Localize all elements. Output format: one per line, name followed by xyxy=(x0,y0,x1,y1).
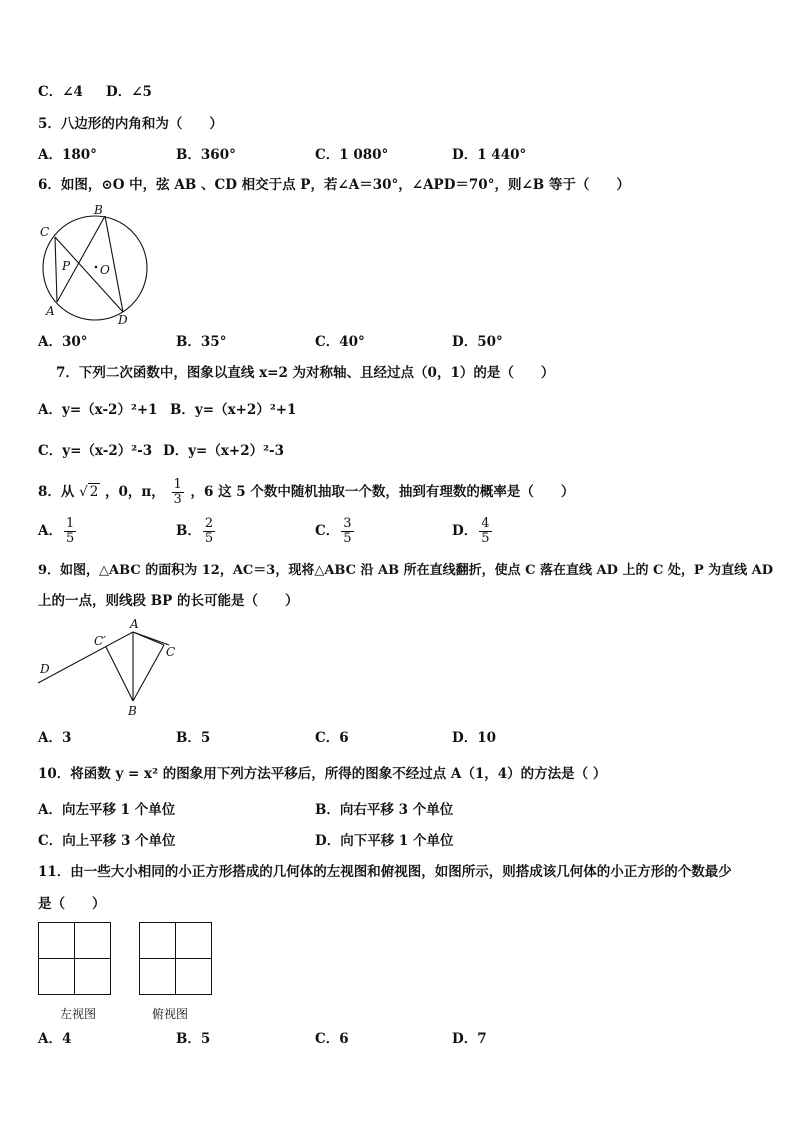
q6-label-b: B xyxy=(94,203,103,217)
q8-b-den: 5 xyxy=(204,531,214,546)
q5-option-b: B．360° xyxy=(176,147,236,163)
q5-stem: 5．八边形的内角和为（ ） xyxy=(38,116,223,132)
q6-label-o: O xyxy=(100,263,110,277)
q8-b-num: 2 xyxy=(204,516,214,531)
q6-circle-figure xyxy=(36,200,156,325)
q6-option-c: C．40° xyxy=(315,334,365,350)
q6-stem: 6．如图，⊙O 中，弦 AB 、CD 相交于点 P，若∠A＝30°，∠APD＝70°，则∠B 等于（ ） xyxy=(38,177,630,193)
q11-option-c: C．6 xyxy=(315,1031,349,1047)
q9-option-a: A．3 xyxy=(38,730,72,746)
q4-option-c: C．∠4 xyxy=(38,84,83,100)
q7-option-a: A．y=（x-2）²+1 xyxy=(38,402,158,418)
q8-stem-mid: ，0，π， xyxy=(105,484,165,500)
q10-option-d: D．向下平移 1 个单位 xyxy=(315,833,454,849)
q11-stem-line2: 是（ ） xyxy=(38,896,106,912)
q6-label-c: C xyxy=(40,225,50,239)
q8-d-num: 4 xyxy=(481,516,490,531)
q8-option-d-frac xyxy=(479,517,491,546)
q9-label-b: B xyxy=(128,704,137,718)
q8-stem xyxy=(38,476,574,508)
q11-left-view-grid xyxy=(38,922,112,996)
q8-d-den: 5 xyxy=(481,531,490,546)
q10-option-a: A．向左平移 1 个单位 xyxy=(38,802,176,818)
q9-label-d: D xyxy=(40,662,50,676)
q9-stem-line2: 上的一点，则线段 BP 的长可能是（ ） xyxy=(38,593,299,609)
q8-option-a-frac xyxy=(64,517,76,546)
q8-sqrt: √ 2 xyxy=(79,484,99,500)
q10-option-b: B．向右平移 3 个单位 xyxy=(315,802,454,818)
q8-c-num: 3 xyxy=(343,516,352,531)
q6-label-d: D xyxy=(118,313,128,327)
q8-sqrt-radicand: 2 xyxy=(89,484,99,500)
q6-option-a: A．30° xyxy=(38,334,88,350)
q9-label-c: C xyxy=(166,645,176,659)
q5-option-a: A．180° xyxy=(38,147,97,163)
q10-stem: 10．将函数 y = x² 的图象用下列方法平移后，所得的图象不经过点 A（1，4）的方法是（ ） xyxy=(38,766,607,782)
q7-option-c: C．y=（x-2）²-3 xyxy=(38,443,153,459)
q8-option-a-label: A． xyxy=(38,523,62,539)
q9-option-b: B．5 xyxy=(176,730,211,746)
q7-option-d: D．y=（x+2）²-3 xyxy=(163,443,285,459)
q11-left-view-caption: 左视图 xyxy=(60,1007,97,1021)
q8-option-c-frac xyxy=(341,517,353,546)
q8-option-c-label: C． xyxy=(315,523,340,539)
q11-top-view-caption: 俯视图 xyxy=(152,1007,189,1021)
q7-option-b: B．y=（x+2）²+1 xyxy=(170,402,297,418)
q8-option-d xyxy=(452,515,494,547)
q8-option-b xyxy=(176,515,217,547)
q8-a-num: 1 xyxy=(65,516,75,531)
q9-stem-line1: 9．如图，△ABC 的面积为 12，AC＝3，现将△ABC 沿 AB 所在直线翻折，使点 C 落在直线 AD 上的 C 处，P 为直线 AD xyxy=(38,563,774,578)
q4-option-d: D．∠5 xyxy=(106,84,152,100)
q9-label-a: A xyxy=(130,617,139,631)
q8-option-b-label: B． xyxy=(176,523,201,539)
q9-option-d: D．10 xyxy=(452,730,496,746)
q8-option-a xyxy=(38,515,78,547)
q10-option-c: C．向上平移 3 个单位 xyxy=(38,833,176,849)
q6-option-d: D．50° xyxy=(452,334,503,350)
q9-triangle-figure xyxy=(36,615,186,720)
q7-stem: 7．下列二次函数中，图象以直线 x=2 为对称轴、且经过点（0，1）的是（ ） xyxy=(56,365,555,381)
q9-option-c: C．6 xyxy=(315,730,349,746)
q8-option-d-label: D． xyxy=(452,523,478,539)
q8-frac-num: 1 xyxy=(173,477,182,492)
q11-stem-line1: 11．由一些大小相同的小正方形搭成的几何体的左视图和俯视图，如图所示，则搭成该几何体的小正方形的个数最少 xyxy=(38,864,732,880)
q8-option-c xyxy=(315,515,356,547)
q6-option-b: B．35° xyxy=(176,334,227,350)
q11-option-b: B．5 xyxy=(176,1031,211,1047)
q11-option-d: D．7 xyxy=(452,1031,487,1047)
q8-frac-den: 3 xyxy=(173,492,182,507)
q5-option-d: D．1 440° xyxy=(452,147,527,163)
q9-label-c-prime: C′ xyxy=(94,634,106,648)
q8-fraction xyxy=(172,478,184,507)
q8-c-den: 5 xyxy=(343,531,352,546)
q6-label-a: A xyxy=(46,304,55,318)
q6-label-p: P xyxy=(62,259,71,273)
q8-stem-pre: 8．从 xyxy=(38,484,75,500)
q8-stem-post: ，6 这 5 个数中随机抽取一个数，抽到有理数的概率是（ ） xyxy=(190,484,575,500)
q11-option-a: A．4 xyxy=(38,1031,72,1047)
q8-option-b-frac xyxy=(203,517,215,546)
q8-a-den: 5 xyxy=(65,531,75,546)
q5-option-c: C．1 080° xyxy=(315,147,389,163)
q11-top-view-grid xyxy=(139,922,213,996)
